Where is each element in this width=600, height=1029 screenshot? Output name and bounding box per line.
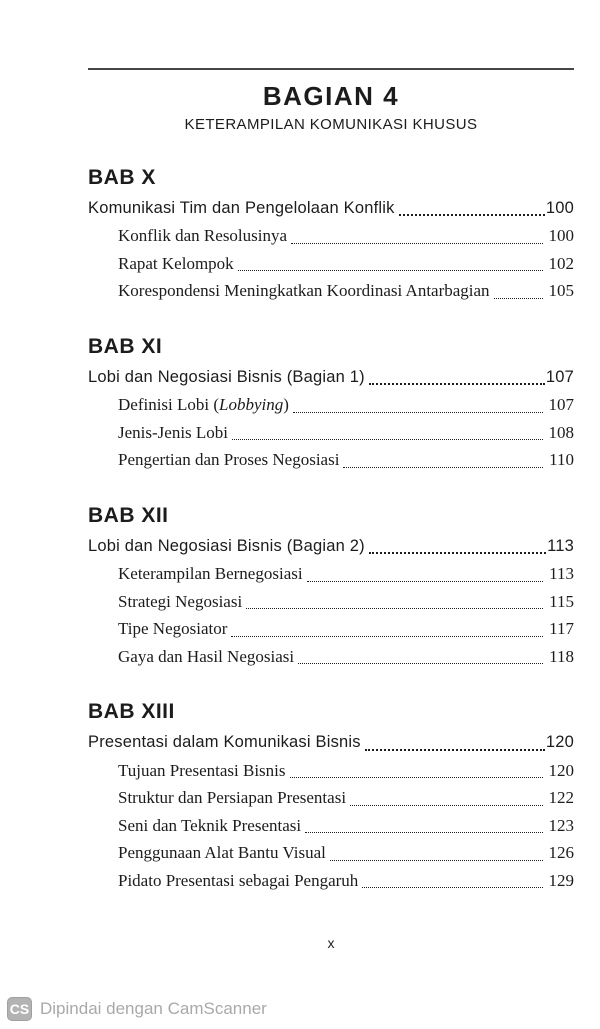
bab-heading: BAB XI [88,334,163,358]
entry-page: 118 [549,646,574,666]
dot-leader [231,636,543,637]
toc-entry-row [88,250,574,278]
entry-title: Pidato Presentasi sebagai Pengaruh [118,870,359,890]
entry-page: 126 [548,843,574,863]
toc-section [88,334,574,474]
entry-page: 102 [548,253,574,273]
toc-entry-row [88,867,574,895]
dot-leader [232,439,542,440]
table-of-contents-page [88,82,574,923]
camscanner-watermark [7,997,267,1021]
entry-page: 100 [548,226,574,246]
page-number: x [327,935,335,951]
dot-leader [298,663,543,664]
entry-title: Jenis-Jenis Lobi [118,422,229,442]
bab-heading: BAB XIII [88,700,175,724]
dot-leader [293,412,543,413]
camscanner-logo-icon: CS [7,997,32,1021]
dot-leader [350,805,542,806]
toc-section [88,503,574,671]
entry-title: Definisi Lobi (Lobbying) [118,395,289,415]
dot-leader [246,608,543,609]
dot-leader [291,243,542,244]
chapter-title: Presentasi dalam Komunikasi Bisnis [88,733,361,752]
dot-leader [369,383,545,385]
chapter-page: 107 [545,367,574,386]
entry-list [88,757,574,895]
entry-page: 108 [548,422,574,442]
entry-page: 105 [548,281,574,301]
entry-title: Strategi Negosiasi [118,591,243,611]
entry-title: Tipe Negosiator [118,619,228,639]
entry-list [88,222,574,305]
entry-page: 113 [549,564,574,584]
entry-title: Pengertian dan Proses Negosiasi [118,450,340,470]
entry-title: Penggunaan Alat Bantu Visual [118,843,326,863]
toc-section [88,699,574,894]
entry-title: Keterampilan Bernegosiasi [118,564,303,584]
chapter-row [88,533,574,561]
chapter-page: 120 [545,733,574,752]
dot-leader [238,270,543,271]
toc-entry-row [88,446,574,474]
entry-list [88,391,574,474]
entry-page: 120 [548,760,574,780]
entry-title: Gaya dan Hasil Negosiasi [118,646,295,666]
dot-leader [290,777,543,778]
entry-page: 110 [549,450,574,470]
chapter-row [88,364,574,392]
entry-title: Struktur dan Persiapan Presentasi [118,788,347,808]
part-subtitle: KETERAMPILAN KOMUNIKASI KHUSUS [184,115,478,133]
toc-entry-row [88,812,574,840]
chapter-title: Komunikasi Tim dan Pengelolaan Konflik [88,198,395,217]
dot-leader [365,749,545,751]
toc-entry-row [88,643,574,671]
toc-entry-row [88,615,574,643]
bab-heading: BAB XII [88,503,169,527]
entry-page: 123 [548,815,574,835]
entry-page: 115 [549,591,574,611]
dot-leader [305,832,542,833]
entry-title: Rapat Kelompok [118,253,234,273]
dot-leader [343,467,543,468]
entry-title: Konflik dan Resolusinya [118,226,288,246]
toc-entry-row [88,588,574,616]
toc-entry-row [88,222,574,250]
chapter-row [88,729,574,757]
entry-title: Seni dan Teknik Presentasi [118,815,302,835]
chapter-row [88,195,574,223]
toc-entry-row [88,277,574,305]
chapter-page: 100 [545,198,574,217]
chapter-page: 113 [547,536,574,555]
toc-section [88,165,574,305]
entry-page: 107 [548,395,574,415]
dot-leader [494,298,543,299]
toc-entry-row [88,560,574,588]
header-rule [88,68,574,70]
bab-heading: BAB X [88,165,156,189]
entry-page: 122 [548,788,574,808]
entry-title: Korespondensi Meningkatkan Koordinasi Antarbagian [118,281,490,301]
toc-entry-row [88,839,574,867]
entry-list [88,560,574,670]
dot-leader [369,552,546,554]
entry-page: 117 [549,619,574,639]
toc-entry-row [88,419,574,447]
toc-sections [88,165,574,895]
dot-leader [399,214,545,216]
entry-title: Tujuan Presentasi Bisnis [118,760,286,780]
part-title: BAGIAN 4 [262,81,400,111]
entry-page: 129 [548,870,574,890]
dot-leader [330,860,543,861]
dot-leader [362,887,542,888]
dot-leader [307,581,544,582]
toc-entry-row [88,784,574,812]
camscanner-watermark-text: Dipindai dengan CamScanner [40,999,267,1018]
toc-entry-row [88,757,574,785]
chapter-title: Lobi dan Negosiasi Bisnis (Bagian 1) [88,367,365,386]
chapter-title: Lobi dan Negosiasi Bisnis (Bagian 2) [88,536,365,555]
toc-entry-row [88,391,574,419]
